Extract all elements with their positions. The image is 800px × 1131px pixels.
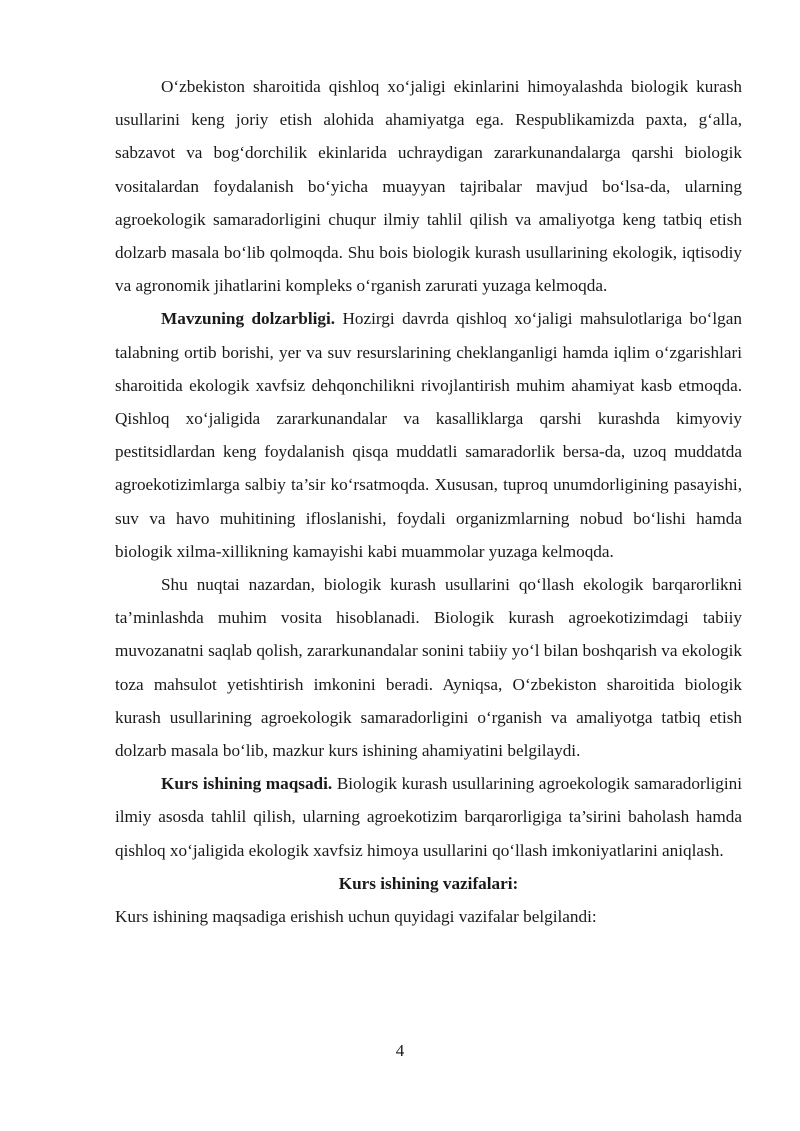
paragraph-significance	[115, 568, 742, 767]
goal-lead: Kurs ishining maqsadi.	[161, 774, 333, 794]
page-number: 4	[395, 1041, 405, 1060]
paragraph-intro-text: O‘zbekiston sharoitida qishloq xo‘jaligi ekinlarini himoyalashda biologik kurash usullarini keng joriy etish alohida ahamiyatga ega. Respublikamizda paxta, g‘alla, sabzavot va bog‘dorchilik ekinlarida uchraydigan zararkunandalarga qarshi biologik vositalardan foydalanish bo‘yicha muayyan tajribalar mavjud bo‘lsa-da, ularning agroekologik samaradorligini chuqur ilmiy tahlil qilish va amaliyotga keng tatbiq etish dolzarb masala bo‘lib qolmoqda. Shu bois biologik kurash usullarining ekologik, iqtisodiy va agronomik jihatlarini kompleks o‘rganish zarurati yuzaga kelmoqda.	[115, 77, 742, 296]
paragraph-significance-text: Shu nuqtai nazardan, biologik kurash usullarini qo‘llash ekologik barqarorlikni ta’minlashda muhim vosita hisoblanadi. Biologik kurash agroekotizimdagi tabiiy muvozanatni saqlab qolish, zararkunandalar sonini tabiiy yo‘l bilan boshqarish va ekologik toza mahsulot yetishtirish imkonini beradi. Ayniqsa, O‘zbekiston sharoitida biologik kurash usullarining agroekologik samaradorligini o‘rganish va amaliyotga tatbiq etish dolzarb masala bo‘lib, mazkur kurs ishining ahamiyatini belgilaydi.	[115, 575, 742, 761]
closing-line: Kurs ishining maqsadiga erishish uchun quyidagi vazifalar belgilandi:	[115, 907, 597, 927]
relevance-lead: Mavzuning dolzarbligi.	[161, 309, 336, 329]
section-heading: Kurs ishining vazifalari:	[338, 873, 519, 893]
paragraph-relevance-text: Hozirgi davrda qishloq xo‘jaligi mahsulotlariga bo‘lgan talabning ortib borishi, yer va suv resurslarining cheklanganligi hamda iqlim o‘zgarishlari sharoitida ekologik xavfsiz dehqonchilikni rivojlantirish muhim ahamiyat kasb etmoqda. Qishloq xo‘jaligida zararkunandalar va kasalliklarga qarshi kurashda kimyoviy pestitsidlardan keng foydalanish qisqa muddatli samaradorlik bersa-da, uzoq muddatda agroekotizimlarga salbiy ta’sir ko‘rsatmoqda. Xususan, tuproq unumdorligining pasayishi, suv va havo muhitining ifloslanishi, foydali organizmlarning nobud bo‘lishi hamda biologik xilma-xillikning kamayishi kabi muammolar yuzaga kelmoqda.	[115, 309, 743, 561]
paragraph-goal	[115, 767, 742, 867]
document-body	[115, 70, 742, 933]
paragraph-relevance	[115, 302, 742, 568]
paragraph-goal-text: Biologik kurash usullarining agroekologik samaradorligini ilmiy asosda tahlil qilish, ularning agroekotizim barqarorligiga ta’sirini baholash hamda qishloq xo‘jaligida ekologik xavfsiz himoya usullarini qo‘llash imkoniyatlarini aniqlash.	[115, 774, 742, 860]
paragraph-intro	[115, 70, 742, 302]
